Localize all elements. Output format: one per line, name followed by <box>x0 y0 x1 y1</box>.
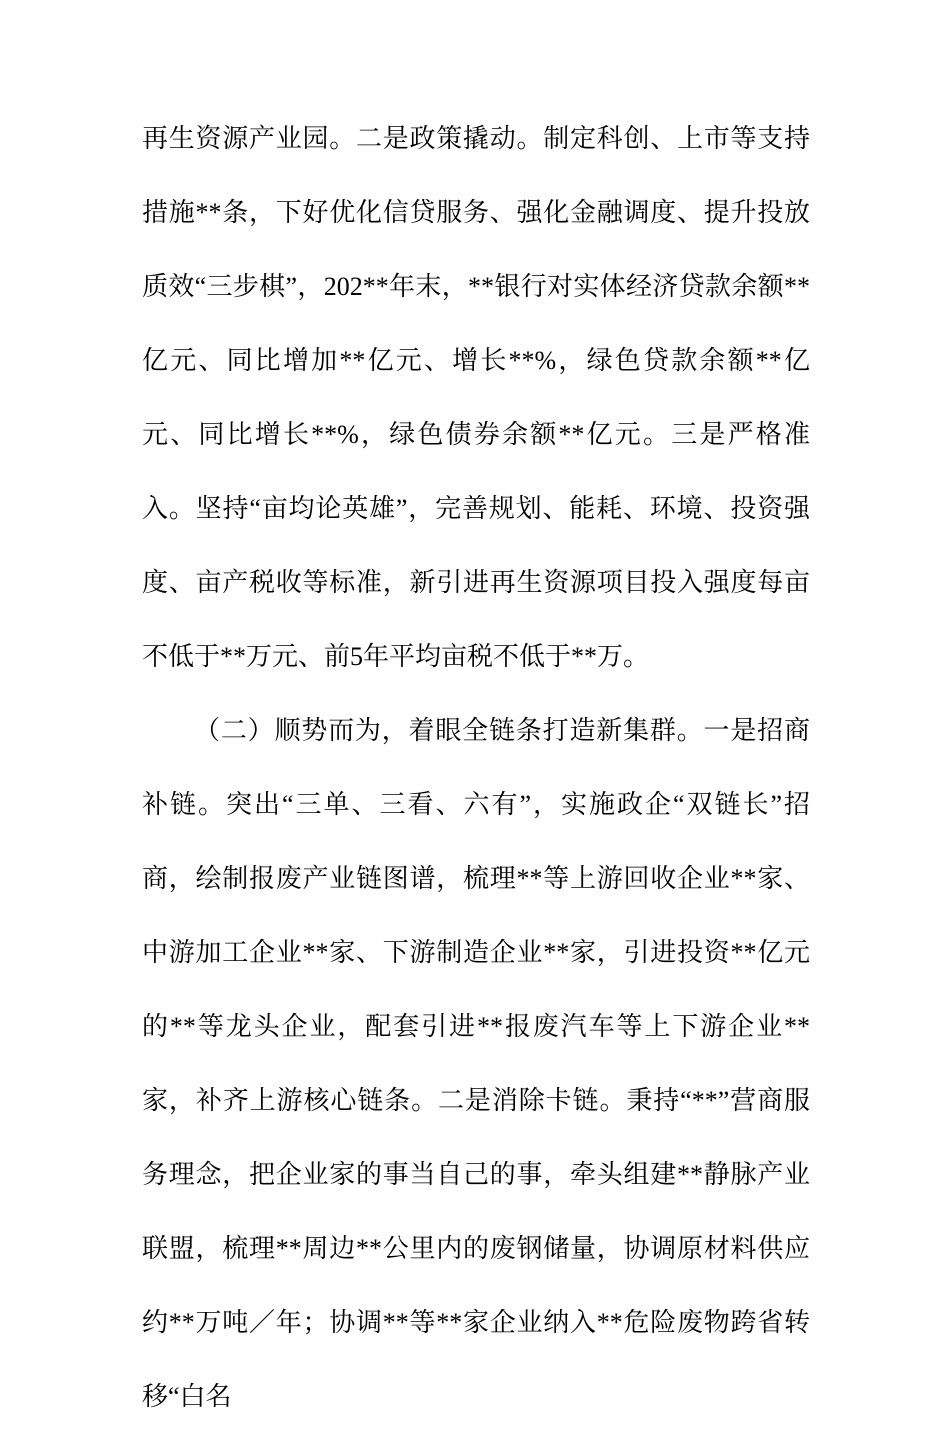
document-body <box>142 102 810 1434</box>
paragraph-policy-leverage: 再生资源产业园。二是政策撬动。制定科创、上市等支持措施**条，下好优化信贷服务、强化金融调度、提升投放质效“三步棋”，202**年末，**银行对实体经济贷款余额**亿元、同比增加**亿元、增长**%，绿色贷款余额**亿元、同比增长**%，绿色债券余额**亿元。三是严格准入。坚持“亩均论英雄”，完善规划、能耗、环境、投资强度、亩产税收等标准，新引进再生资源项目投入强度每亩不低于**万元、前5年平均亩税不低于**万。 <box>142 124 810 671</box>
paragraph-chain-building: （二）顺势而为，着眼全链条打造新集群。一是招商补链。突出“三单、三看、六有”，实施政企“双链长”招商，绘制报废产业链图谱，梳理**等上游回收企业**家、中游加工企业**家、下游制造企业**家，引进投资**亿元的**等龙头企业，配套引进**报废汽车等上下游企业**家，补齐上游核心链条。二是消除卡链。秉持“**”营商服务理念，把企业家的事当自己的事，牵头组建**静脉产业联盟，梳理**周边**公里内的废钢储量，协调原材料供应约**万吨／年；协调**等**家企业纳入**危险废物跨省转移“白名 <box>142 716 810 1411</box>
